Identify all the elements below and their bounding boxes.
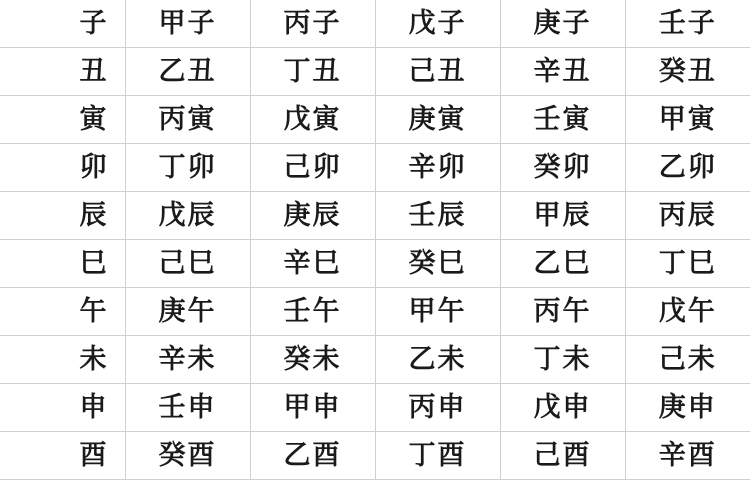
stem-branch-cell: 丁未: [500, 336, 625, 384]
branch-label: 未: [0, 336, 125, 384]
stem-branch-cell: 庚午: [125, 288, 250, 336]
branch-label: 申: [0, 384, 125, 432]
stem-branch-cell: 乙巳: [500, 240, 625, 288]
stem-branch-cell: 乙未: [375, 336, 500, 384]
stem-branch-cell: 戊寅: [250, 96, 375, 144]
stem-branch-cell: 乙卯: [625, 144, 750, 192]
branch-label: 丑: [0, 48, 125, 96]
stem-branch-cell: 壬寅: [500, 96, 625, 144]
stem-branch-cell: 庚子: [500, 0, 625, 48]
stem-branch-cell: 甲子: [125, 0, 250, 48]
stem-branch-cell: 壬申: [125, 384, 250, 432]
stem-branch-cell: 己丑: [375, 48, 500, 96]
stem-branch-cell: 丙申: [375, 384, 500, 432]
table-row: [0, 0, 750, 48]
stem-branch-cell: 丁丑: [250, 48, 375, 96]
stem-branch-cell: 壬午: [250, 288, 375, 336]
table-row: [0, 384, 750, 432]
table-row: [0, 192, 750, 240]
stem-branch-cell: 己酉: [500, 432, 625, 480]
stem-branch-cell: 丁酉: [375, 432, 500, 480]
stem-branch-cell: 甲寅: [625, 96, 750, 144]
stem-branch-cell: 壬子: [625, 0, 750, 48]
stem-branch-cell: 甲申: [250, 384, 375, 432]
stem-branch-cell: 癸未: [250, 336, 375, 384]
stem-branch-cell: 辛巳: [250, 240, 375, 288]
stem-branch-cell: 己未: [625, 336, 750, 384]
stem-branch-cell: 戊午: [625, 288, 750, 336]
stem-branch-cell: 戊申: [500, 384, 625, 432]
table-row: [0, 240, 750, 288]
stem-branch-cell: 癸丑: [625, 48, 750, 96]
stem-branch-cell: 己巳: [125, 240, 250, 288]
stem-branch-cell: 甲辰: [500, 192, 625, 240]
stem-branch-cell: 丁巳: [625, 240, 750, 288]
stem-branch-cell: 庚辰: [250, 192, 375, 240]
stem-branch-cell: 辛丑: [500, 48, 625, 96]
stem-branch-cell: 丙辰: [625, 192, 750, 240]
branch-label: 巳: [0, 240, 125, 288]
stem-branch-cell: 丙寅: [125, 96, 250, 144]
table-row: [0, 432, 750, 480]
stem-branch-cell: 癸卯: [500, 144, 625, 192]
stem-branch-cell: 丁卯: [125, 144, 250, 192]
stem-branch-cell: 丙午: [500, 288, 625, 336]
stem-branch-cell: 乙酉: [250, 432, 375, 480]
table-row: [0, 96, 750, 144]
stem-branch-cell: 丙子: [250, 0, 375, 48]
stem-branch-cell: 己卯: [250, 144, 375, 192]
stem-branch-cell: 癸巳: [375, 240, 500, 288]
stem-branch-cell: 庚寅: [375, 96, 500, 144]
stem-branch-cell: 庚申: [625, 384, 750, 432]
branch-label: 子: [0, 0, 125, 48]
branch-label: 辰: [0, 192, 125, 240]
branch-label: 卯: [0, 144, 125, 192]
stem-branch-cell: 壬辰: [375, 192, 500, 240]
table-row: [0, 288, 750, 336]
stem-branch-cell: 癸酉: [125, 432, 250, 480]
stem-branch-cell: 辛卯: [375, 144, 500, 192]
branch-label: 酉: [0, 432, 125, 480]
stem-branch-cell: 辛酉: [625, 432, 750, 480]
branch-label: 寅: [0, 96, 125, 144]
table-row: [0, 336, 750, 384]
stem-branch-cell: 甲午: [375, 288, 500, 336]
stem-branch-cell: 乙丑: [125, 48, 250, 96]
stem-branch-cell: 戊子: [375, 0, 500, 48]
stem-branch-cell: 戊辰: [125, 192, 250, 240]
table-row: [0, 144, 750, 192]
branch-label: 午: [0, 288, 125, 336]
stem-branch-cell: 辛未: [125, 336, 250, 384]
table-row: [0, 48, 750, 96]
